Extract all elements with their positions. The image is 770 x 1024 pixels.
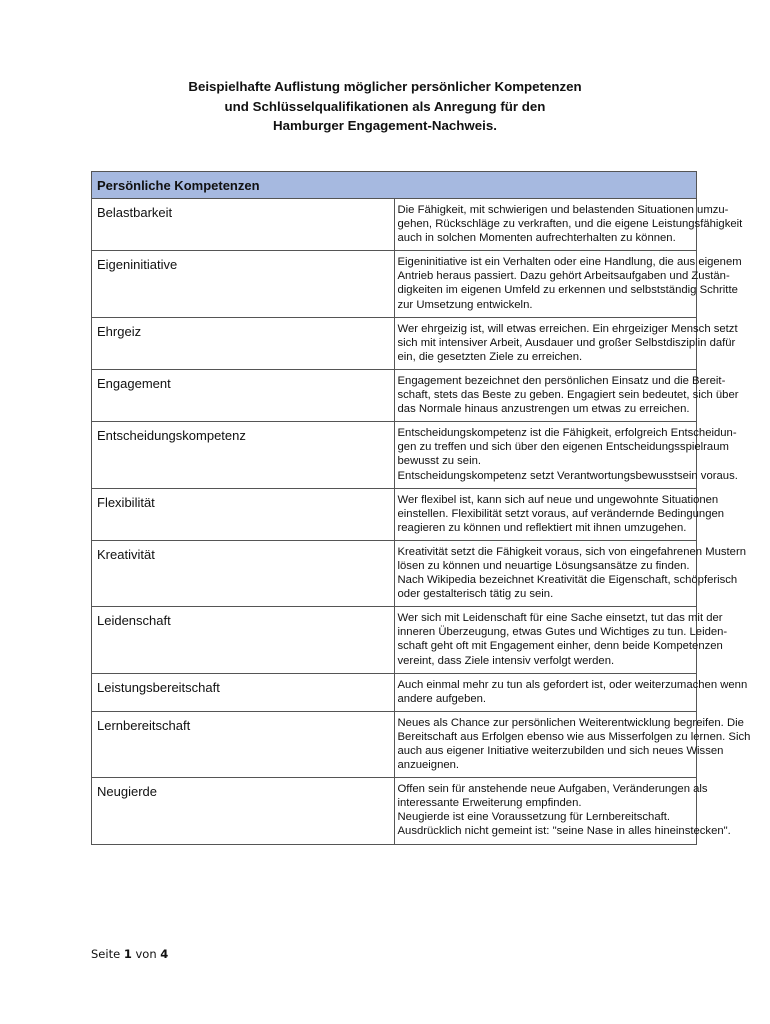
table-row: [92, 540, 697, 606]
description-line: Bereitschaft aus Erfolgen ebenso wie aus Misserfolgen zu lernen. Sich: [397, 730, 751, 743]
description-line: reagieren zu können und reflektiert mit ihnen umzugehen.: [397, 521, 687, 534]
competency-name: Eigeninitiative: [92, 251, 395, 317]
description-line: Auch einmal mehr zu tun als gefordert ist, oder weiterzumachen wenn: [397, 678, 748, 691]
table-row: [92, 778, 697, 844]
table-header-row: [92, 172, 697, 199]
table-row: [92, 488, 697, 540]
competency-description: [394, 251, 742, 317]
description-line: digkeiten im eigenen Umfeld zu erkennen und selbstständig Schritte: [397, 284, 738, 297]
description-line: Neugierde ist eine Voraussetzung für Lernbereitschaft.: [397, 811, 671, 824]
competency-description: [394, 711, 751, 777]
description-line: interessante Erweiterung empfinden.: [397, 797, 582, 810]
competency-name: Ehrgeiz: [92, 317, 395, 369]
description-line: schaft geht oft mit Engagement einher, denn beide Kompetenzen: [397, 640, 723, 653]
description-line: vereint, dass Ziele intensiv verfolgt werden.: [397, 654, 615, 667]
description-line: schaft, stets das Beste zu geben. Engagiert sein bedeutet, sich über: [397, 389, 739, 402]
competency-description: [394, 199, 743, 251]
footer-middle: von: [135, 947, 157, 961]
competency-description: [394, 317, 738, 369]
competency-name: Entscheidungskompetenz: [92, 422, 395, 488]
description-line: Wer flexibel ist, kann sich auf neue und ungewohnte Situationen: [397, 493, 719, 506]
description-line: bewusst zu sein.: [397, 455, 482, 468]
table-row: [92, 673, 697, 711]
competency-name: Belastbarkeit: [92, 199, 395, 251]
competency-description: [394, 540, 747, 606]
title-line: und Schlüsselqualifikationen als Anregung für den: [224, 98, 546, 114]
description-line: lösen zu können und neuartige Lösungsansätze zu finden.: [397, 559, 690, 572]
description-line: andere aufgeben.: [397, 692, 487, 705]
competency-description: [394, 488, 725, 540]
description-line: Offen sein für anstehende neue Aufgaben, Veränderungen als: [397, 783, 708, 796]
description-line: auch aus eigener Initiative weiterzubilden und sich neues Wissen: [397, 745, 724, 757]
page-footer: [91, 947, 168, 961]
document-title: [0, 77, 770, 136]
description-line: Engagement bezeichnet den persönlichen Einsatz und die Bereit-: [397, 374, 726, 387]
total-pages: 4: [160, 947, 169, 961]
description-line: zur Umsetzung entwickeln.: [397, 298, 533, 311]
description-line: Ausdrücklich nicht gemeint ist: "seine Nase in alles hineinstecken".: [397, 825, 731, 838]
description-line: das Normale hinaus anzustrengen um etwas zu erreichen.: [397, 403, 690, 416]
description-line: Antrieb heraus passiert. Dazu gehört Arbeitsaufgaben und Zustän-: [397, 270, 730, 283]
description-line: Wer ehrgeizig ist, will etwas erreichen. Ein ehrgeiziger Mensch setzt: [397, 322, 738, 335]
description-line: oder gestalterisch tätig zu sein.: [397, 588, 554, 601]
competency-name: Engagement: [92, 369, 395, 421]
description-line: Neues als Chance zur persönlichen Weiterentwicklung begreifen. Die: [397, 716, 744, 729]
table-header: Persönliche Kompetenzen: [92, 172, 697, 199]
competencies-table: [91, 171, 751, 845]
table-row: [92, 607, 697, 673]
description-line: inneren Überzeugung, etwas Gutes und Wichtiges zu tun. Leiden-: [397, 626, 728, 639]
description-line: auch in solchen Momenten aufrechterhalten zu können.: [397, 232, 676, 245]
footer-prefix: Seite: [91, 947, 121, 961]
table-row: [92, 369, 697, 421]
competency-name: Leistungsbereitschaft: [92, 673, 395, 711]
competency-description: [394, 673, 748, 711]
competency-name: Lernbereitschaft: [92, 711, 395, 777]
description-line: Kreativität setzt die Fähigkeit voraus, sich von eingefahrenen Mustern: [397, 545, 747, 558]
table-row: [92, 422, 697, 488]
description-line: gen zu treffen und sich über den eigenen Entscheidungsspielraum: [397, 441, 729, 454]
competency-name: Leidenschaft: [92, 607, 395, 673]
description-line: Nach Wikipedia bezeichnet Kreativität die Eigenschaft, schöpferisch: [397, 574, 738, 587]
table-row: [92, 711, 697, 777]
description-line: gehen, Rückschläge zu verkraften, und die eigene Leistungsfähigkeit: [397, 218, 743, 231]
table-row: [92, 317, 697, 369]
competency-name: Flexibilität: [92, 488, 395, 540]
description-line: ein, die gesetzten Ziele zu erreichen.: [397, 350, 583, 363]
title-line: Hamburger Engagement-Nachweis.: [273, 118, 497, 133]
description-line: einstellen. Flexibilität setzt voraus, auf verändernde Bedingungen: [397, 507, 725, 520]
description-line: sich mit intensiver Arbeit, Ausdauer und großer Selbstdisziplin dafür: [397, 336, 736, 349]
competency-description: [394, 778, 731, 844]
description-line: anzueignen.: [397, 759, 460, 772]
competency-name: Neugierde: [92, 778, 395, 844]
description-line: Entscheidungskompetenz setzt Verantwortungsbewusstsein voraus.: [397, 469, 738, 482]
current-page: 1: [123, 947, 132, 961]
table-row: [92, 251, 697, 317]
description-line: Die Fähigkeit, mit schwierigen und belastenden Situationen umzu-: [397, 204, 729, 216]
competency-description: [394, 422, 738, 488]
description-line: Wer sich mit Leidenschaft für eine Sache einsetzt, tut das mit der: [397, 612, 723, 625]
competency-description: [394, 369, 739, 421]
title-line: Beispielhafte Auflistung möglicher persönlicher Kompetenzen: [188, 79, 582, 94]
competency-description: [394, 607, 728, 673]
description-line: Entscheidungskompetenz ist die Fähigkeit, erfolgreich Entscheidun-: [397, 427, 737, 440]
description-line: Eigeninitiative ist ein Verhalten oder eine Handlung, die aus eigenem: [397, 256, 742, 269]
table-row: [92, 199, 697, 251]
competency-name: Kreativität: [92, 540, 395, 606]
